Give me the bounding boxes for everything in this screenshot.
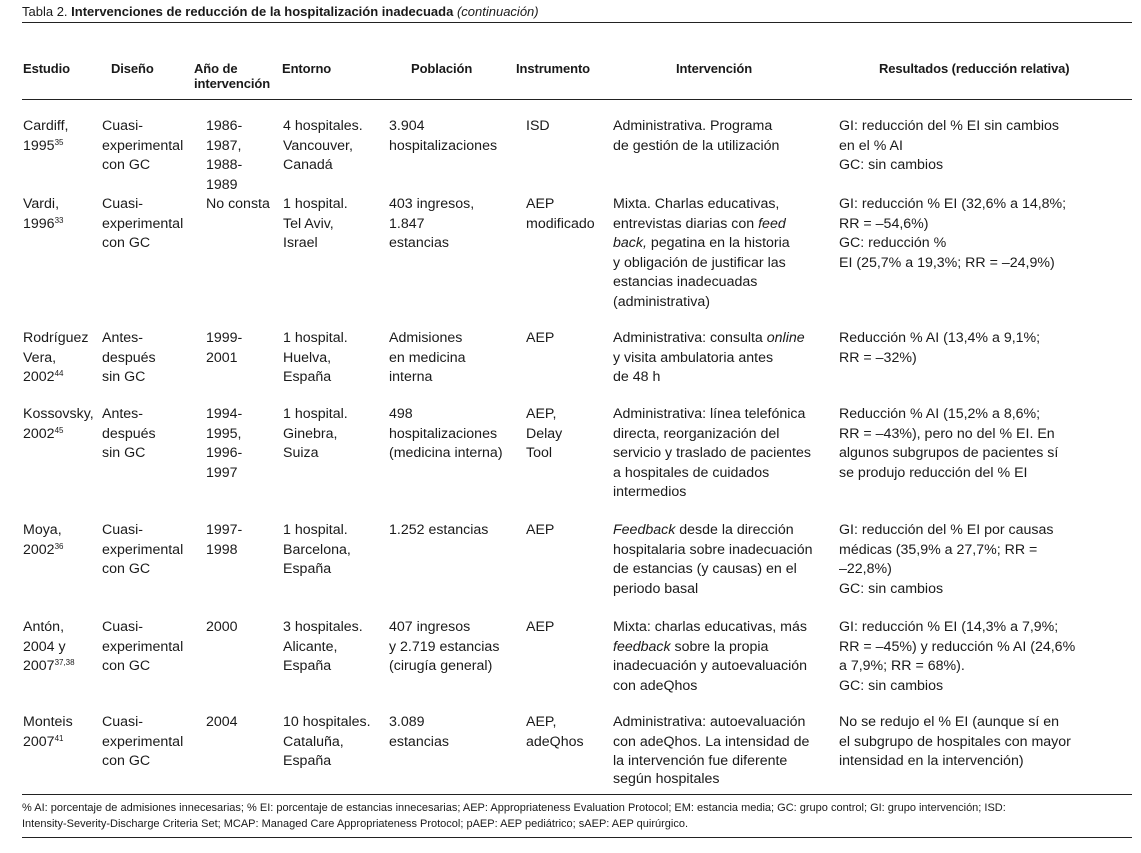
resultados-line: a 7,9%; RR = 68%). xyxy=(839,658,965,674)
intervencion-line xyxy=(613,329,805,349)
cell-poblacion xyxy=(389,329,466,388)
entorno-line: Ginebra, xyxy=(283,425,338,442)
poblacion-line: 1.847 xyxy=(389,215,425,232)
header-resultados: Resultados (reducción relativa) xyxy=(879,61,1070,76)
cell-estudio xyxy=(23,329,88,388)
resultados-line: GI: reducción % EI (14,3% a 7,9%; xyxy=(839,619,1059,635)
reference-superscript: 41 xyxy=(54,733,64,743)
cell-intervencion xyxy=(613,195,790,312)
reference-superscript: 45 xyxy=(54,425,64,435)
cell-estudio xyxy=(23,713,73,752)
header-diseno: Diseño xyxy=(111,61,154,76)
instrumento-line: AEP xyxy=(526,196,555,212)
diseno-line: Cuasi- xyxy=(102,619,143,635)
header-estudio: Estudio xyxy=(23,61,70,76)
entorno-line: España xyxy=(283,658,332,674)
instrumento-line: AEP, xyxy=(526,406,557,422)
entorno-line: Barcelona, xyxy=(283,541,351,558)
caption-prefix: Tabla 2. xyxy=(22,4,72,19)
cell-resultados xyxy=(839,618,1075,696)
diseno-line: experimental xyxy=(102,541,184,558)
intervencion-line: Administrativa: línea telefónica xyxy=(613,406,806,422)
poblacion-line: Admisiones xyxy=(389,330,463,346)
cell-ano xyxy=(206,618,238,638)
footnote-line: % AI: porcentaje de admisiones innecesarias; % EI: porcentaje de estancias innecesarias; AEP: Appropriateness Evaluation Protocol; EM: estancia media; GC: grupo control; GI: grupo intervención; ISD: xyxy=(22,802,1006,814)
estudio-line xyxy=(23,368,88,388)
instrumento-line: Tool xyxy=(526,445,553,461)
poblacion-line: hospitalizaciones xyxy=(389,425,498,442)
intervencion-line: Mixta: charlas educativas, más xyxy=(613,619,807,635)
table-footnote xyxy=(22,800,1132,832)
diseno-line: después xyxy=(102,425,156,442)
cell-instrumento xyxy=(526,329,554,349)
intervencion-line: inadecuación y autoevaluación xyxy=(613,658,808,674)
cell-intervencion xyxy=(613,405,811,503)
estudio-line xyxy=(23,657,75,677)
resultados-line: RR = –43%), pero no del % EI. En xyxy=(839,425,1055,442)
header-intervencion: Intervención xyxy=(676,61,753,76)
cell-resultados xyxy=(839,117,1059,176)
cell-estudio xyxy=(23,117,68,156)
intervencion-line: periodo basal xyxy=(613,580,699,597)
header-poblacion: Población xyxy=(411,61,473,76)
diseno-line: con GC xyxy=(102,658,151,674)
estudio-line: Monteis xyxy=(23,714,73,730)
diseno-line: sin GC xyxy=(102,369,146,385)
diseno-line: Cuasi- xyxy=(102,196,143,212)
cell-diseno xyxy=(102,117,183,176)
poblacion-line: 403 ingresos, xyxy=(389,196,475,212)
resultados-line: GC: sin cambios xyxy=(839,157,944,173)
footnote-bottom-rule xyxy=(22,837,1132,838)
intervencion-text: desde la dirección xyxy=(675,522,794,538)
cell-diseno xyxy=(102,195,183,254)
intervencion-italic: feed xyxy=(758,215,786,232)
cell-diseno xyxy=(102,329,156,388)
intervencion-line xyxy=(613,521,813,541)
ano-line: 1995, xyxy=(206,425,242,442)
caption-continuation: (continuación) xyxy=(456,4,539,19)
cell-entorno xyxy=(283,329,348,388)
ano-line: 1987, xyxy=(206,137,242,154)
cell-ano xyxy=(206,713,238,733)
estudio-line xyxy=(23,425,94,445)
diseno-line: con GC xyxy=(102,753,151,769)
intervencion-line: de 48 h xyxy=(613,369,661,385)
instrumento-line: Delay xyxy=(526,425,563,442)
resultados-line: –22,8%) xyxy=(839,561,892,577)
instrumento-line: AEP xyxy=(526,522,555,538)
cell-intervencion xyxy=(613,117,779,156)
header-rule xyxy=(22,99,1132,100)
cell-instrumento xyxy=(526,618,554,638)
ano-line: 2001 xyxy=(206,349,238,366)
cell-poblacion xyxy=(389,618,499,677)
entorno-line: 1 hospital. xyxy=(283,196,348,212)
poblacion-line: interna xyxy=(389,369,433,385)
intervencion-line: Administrativa. Programa xyxy=(613,118,773,134)
intervencion-italic: Feedback xyxy=(613,522,676,538)
ano-line: 1997- xyxy=(206,522,243,538)
ano-line: 1989 xyxy=(206,176,238,193)
intervencion-line: servicio y traslado de pacientes xyxy=(613,445,811,461)
header-entorno: Entorno xyxy=(282,61,332,76)
entorno-line: Tel Aviv, xyxy=(283,215,334,232)
estudio-line: Antón, xyxy=(23,619,65,635)
cell-instrumento xyxy=(526,405,562,464)
cell-instrumento xyxy=(526,117,550,137)
header-ano-line1: Año de xyxy=(194,61,238,76)
entorno-line: 1 hospital. xyxy=(283,330,348,346)
poblacion-line: estancias xyxy=(389,235,449,251)
estudio-line: Cardiff, xyxy=(23,118,69,134)
intervencion-text: pegatina en la historia xyxy=(646,235,790,251)
intervencion-line: según hospitales xyxy=(613,770,720,787)
cell-ano xyxy=(206,195,270,215)
resultados-line: No se redujo el % EI (aunque sí en xyxy=(839,714,1060,730)
cell-poblacion xyxy=(389,521,488,541)
intervencion-line: con adeQhos xyxy=(613,677,698,694)
resultados-line: algunos subgrupos de pacientes sí xyxy=(839,445,1059,461)
cell-resultados xyxy=(839,195,1066,273)
reference-superscript: 36 xyxy=(54,541,64,551)
diseno-line: con GC xyxy=(102,157,151,173)
cell-instrumento xyxy=(526,521,554,541)
header-ano xyxy=(194,61,270,91)
ano-line: 2000 xyxy=(206,619,238,635)
intervencion-line: intermedios xyxy=(613,484,687,500)
intervencion-line: Mixta. Charlas educativas, xyxy=(613,196,780,212)
caption-title: Intervenciones de reducción de la hospitalización inadecuada xyxy=(71,4,454,19)
entorno-line: Canadá xyxy=(283,157,333,173)
intervencion-line: y visita ambulatoria antes xyxy=(613,349,774,366)
resultados-line: GC: reducción % xyxy=(839,235,947,251)
estudio-year: 2002 xyxy=(23,425,55,442)
reference-superscript: 44 xyxy=(54,369,64,378)
cell-instrumento xyxy=(526,195,595,234)
cell-entorno xyxy=(283,713,371,772)
cell-estudio xyxy=(23,521,63,560)
cell-ano xyxy=(206,117,242,195)
estudio-year: 2007 xyxy=(23,658,55,674)
resultados-line: el subgrupo de hospitales con mayor xyxy=(839,733,1071,750)
ano-line: 1997 xyxy=(206,464,238,481)
cell-ano xyxy=(206,329,242,368)
intervencion-line xyxy=(613,215,790,235)
cell-poblacion xyxy=(389,713,449,752)
cell-estudio xyxy=(23,405,94,444)
diseno-line: Antes- xyxy=(102,406,144,422)
reference-superscript: 37,38 xyxy=(54,658,75,667)
cell-entorno xyxy=(283,618,363,677)
poblacion-line: (cirugía general) xyxy=(389,658,493,674)
poblacion-line: en medicina xyxy=(389,349,466,366)
resultados-line: médicas (35,9% a 27,7%; RR = xyxy=(839,541,1038,558)
cell-resultados xyxy=(839,521,1054,599)
intervencion-line: a hospitales de cuidados xyxy=(613,464,770,481)
ano-line: 1999- xyxy=(206,330,243,346)
instrumento-line: AEP, xyxy=(526,714,557,730)
diseno-line: experimental xyxy=(102,137,184,154)
estudio-year: 1996 xyxy=(23,215,55,232)
entorno-line: 3 hospitales. xyxy=(283,619,363,635)
resultados-line: GC: sin cambios xyxy=(839,580,944,597)
instrumento-line: ISD xyxy=(526,118,550,134)
cell-intervencion xyxy=(613,521,813,599)
resultados-line: en el % AI xyxy=(839,137,903,154)
intervencion-line: (administrativa) xyxy=(613,293,710,310)
entorno-line: 4 hospitales. xyxy=(283,118,363,134)
resultados-line: GC: sin cambios xyxy=(839,677,944,694)
ano-line: No consta xyxy=(206,196,270,212)
cell-resultados xyxy=(839,713,1071,772)
cell-poblacion xyxy=(389,117,497,156)
intervencion-text: Administrativa: consulta xyxy=(613,330,767,346)
intervencion-text: entrevistas diarias con xyxy=(613,215,759,232)
cell-entorno xyxy=(283,521,351,580)
intervencion-line: la intervención fue diferente xyxy=(613,753,788,769)
estudio-year: 2007 xyxy=(23,733,55,750)
ano-line: 1998 xyxy=(206,541,238,558)
intervencion-italic: online xyxy=(766,330,805,346)
poblacion-line: (medicina interna) xyxy=(389,445,503,461)
entorno-line: 1 hospital. xyxy=(283,522,348,538)
intervencion-line: con adeQhos. La intensidad de xyxy=(613,733,810,750)
resultados-line: GI: reducción % EI (32,6% a 14,8%; xyxy=(839,196,1067,212)
estudio-line: Vera, xyxy=(23,349,57,366)
estudio-line xyxy=(23,541,63,561)
cell-estudio xyxy=(23,618,75,677)
instrumento-line: AEP xyxy=(526,330,555,346)
resultados-line: se produjo reducción del % EI xyxy=(839,464,1028,481)
entorno-line: Suiza xyxy=(283,445,319,461)
intervencion-line: y obligación de justificar las xyxy=(613,254,786,271)
resultados-line: GI: reducción del % EI por causas xyxy=(839,522,1054,538)
diseno-line: Cuasi- xyxy=(102,522,143,538)
intervencion-line: hospitalaria sobre inadecuación xyxy=(613,541,813,558)
resultados-line: RR = –54,6%) xyxy=(839,215,929,232)
cell-ano xyxy=(206,521,242,560)
reference-superscript: 35 xyxy=(54,137,64,147)
estudio-line: Rodríguez xyxy=(23,330,89,346)
diseno-line: experimental xyxy=(102,638,184,655)
entorno-line: Alicante, xyxy=(283,638,338,655)
cell-poblacion xyxy=(389,405,503,464)
cell-diseno xyxy=(102,618,183,677)
diseno-line: Cuasi- xyxy=(102,714,143,730)
cell-diseno xyxy=(102,405,156,464)
table-caption xyxy=(22,4,1132,20)
estudio-line: 2004 y xyxy=(23,638,66,655)
intervencion-italic: back, xyxy=(613,235,647,251)
ano-line: 1988- xyxy=(206,157,243,173)
intervencion-line: directa, reorganización del xyxy=(613,425,780,442)
resultados-line: EI (25,7% a 19,3%; RR = –24,9%) xyxy=(839,254,1055,271)
estudio-line: Vardi, xyxy=(23,196,60,212)
resultados-line: Reducción % AI (15,2% a 8,6%; xyxy=(839,406,1041,422)
cell-entorno xyxy=(283,117,363,176)
poblacion-line: 1.252 estancias xyxy=(389,522,489,538)
diseno-line: con GC xyxy=(102,235,151,251)
ano-line: 1986- xyxy=(206,118,243,134)
estudio-line xyxy=(23,733,73,753)
instrumento-line: adeQhos xyxy=(526,733,584,750)
poblacion-line: 498 xyxy=(389,406,413,422)
cell-instrumento xyxy=(526,713,584,752)
poblacion-line: hospitalizaciones xyxy=(389,137,498,154)
cell-diseno xyxy=(102,521,183,580)
estudio-line xyxy=(23,137,68,157)
table-bottom-rule xyxy=(22,794,1132,795)
intervencion-text: sobre la propia xyxy=(670,638,769,655)
entorno-line: Israel xyxy=(283,235,318,251)
estudio-line: Kossovsky, xyxy=(23,406,94,422)
poblacion-line: 407 ingresos xyxy=(389,619,471,635)
poblacion-line: y 2.719 estancias xyxy=(389,638,500,655)
instrumento-line: modificado xyxy=(526,215,595,232)
cell-diseno xyxy=(102,713,183,772)
resultados-line: RR = –45%) y reducción % AI (24,6% xyxy=(839,638,1076,655)
instrumento-line: AEP xyxy=(526,619,555,635)
cell-resultados xyxy=(839,329,1040,368)
cell-entorno xyxy=(283,405,348,464)
estudio-year: 2002 xyxy=(23,369,55,385)
resultados-line: Reducción % AI (13,4% a 9,1%; xyxy=(839,330,1041,346)
ano-line: 1994- xyxy=(206,406,243,422)
diseno-line: después xyxy=(102,349,156,366)
intervencion-line: de gestión de la utilización xyxy=(613,137,780,154)
footnote-line: Intensity-Severity-Discharge Criteria Set; MCAP: Managed Care Appropriateness Protocol; pAEP: AEP pediátrico; sAEP: AEP quirúrgico. xyxy=(22,818,689,830)
entorno-line: Cataluña, xyxy=(283,733,344,750)
estudio-year: 2002 xyxy=(23,541,55,558)
entorno-line: 1 hospital. xyxy=(283,406,348,422)
reference-superscript: 33 xyxy=(54,215,64,225)
cell-poblacion xyxy=(389,195,474,254)
header-ano-line2: intervención xyxy=(194,76,271,91)
entorno-line: España xyxy=(283,753,332,769)
cell-ano xyxy=(206,405,242,483)
top-rule xyxy=(22,22,1132,23)
cell-intervencion xyxy=(613,329,805,388)
intervencion-italic: feedback xyxy=(613,638,671,655)
estudio-line xyxy=(23,215,63,235)
entorno-line: 10 hospitales. xyxy=(283,714,371,730)
intervencion-line xyxy=(613,234,790,254)
cell-intervencion xyxy=(613,713,809,787)
diseno-line: experimental xyxy=(102,733,184,750)
estudio-line: Moya, xyxy=(23,522,62,538)
entorno-line: Vancouver, xyxy=(283,137,353,154)
cell-estudio xyxy=(23,195,63,234)
entorno-line: España xyxy=(283,369,332,385)
diseno-line: Cuasi- xyxy=(102,118,143,134)
diseno-line: con GC xyxy=(102,561,151,577)
cell-entorno xyxy=(283,195,348,254)
resultados-line: intensidad en la intervención) xyxy=(839,753,1024,769)
intervencion-line: Administrativa: autoevaluación xyxy=(613,714,806,730)
resultados-line: RR = –32%) xyxy=(839,349,917,366)
header-instrumento: Instrumento xyxy=(516,61,591,76)
diseno-line: experimental xyxy=(102,215,184,232)
entorno-line: Huelva, xyxy=(283,349,332,366)
cell-resultados xyxy=(839,405,1058,483)
poblacion-line: 3.904 xyxy=(389,118,425,134)
diseno-line: Antes- xyxy=(102,330,144,346)
poblacion-line: 3.089 xyxy=(389,714,425,730)
intervencion-line xyxy=(613,638,807,658)
entorno-line: España xyxy=(283,561,332,577)
ano-line: 2004 xyxy=(206,714,238,730)
ano-line: 1996- xyxy=(206,445,243,461)
intervencion-line: estancias inadecuadas xyxy=(613,274,758,290)
poblacion-line: estancias xyxy=(389,733,449,750)
intervencion-line: de estancias (y causas) en el xyxy=(613,561,797,577)
diseno-line: sin GC xyxy=(102,445,146,461)
cell-intervencion xyxy=(613,618,807,696)
estudio-year: 1995 xyxy=(23,137,55,154)
resultados-line: GI: reducción del % EI sin cambios xyxy=(839,118,1060,134)
